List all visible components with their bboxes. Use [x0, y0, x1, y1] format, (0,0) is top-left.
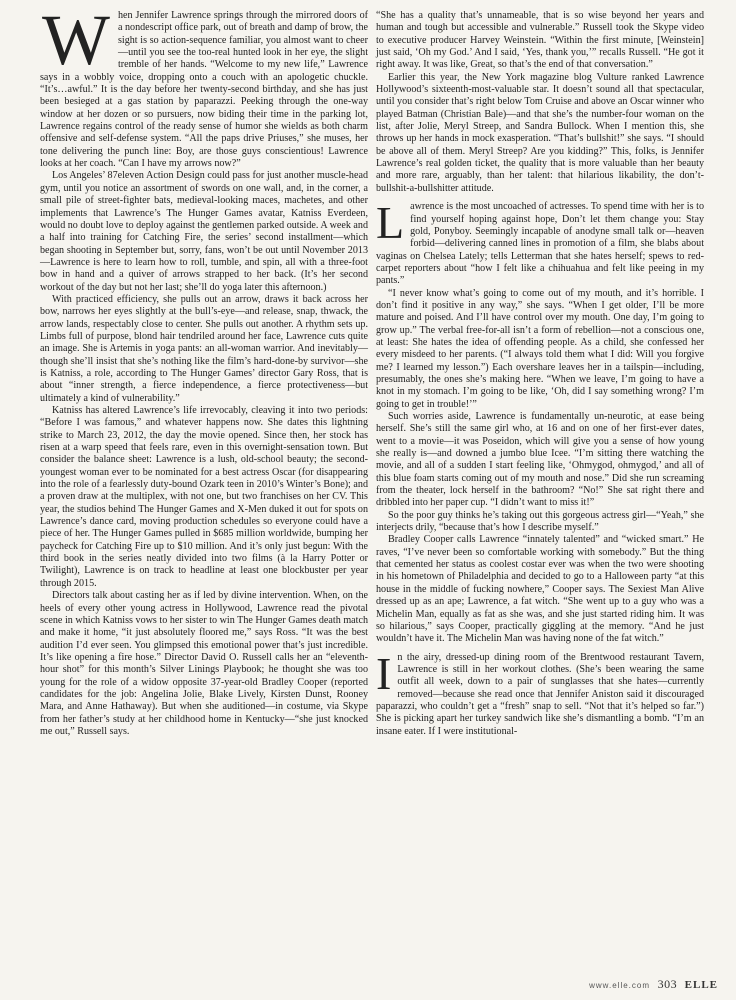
paragraph: Earlier this year, the New York magazine blog Vulture ranked Lawrence Hollywood’s sixteenth-most-valuable star. It doesn’t sound all that spectacular, until you consider that’s right below Tom Cruise and above an Oscar winner who played Batman (Christian Bale)—and that she’s the number-four woman on the list, after Jolie, Meryl Streep, and Sandra Bullock. When I mention this, she throws up her hands in mock exasperation. “That’s bullshit!” she says. “I should be above all of them. Meryl Streep? Are you kidding?” This, folks, is Jennifer Lawrence’s real golden ticket, the quality that is more valuable than her beauty and more rare, arguably, than her talent: that hilarious likability, the don’t-bullshit-a-bullshitter attitude.	[376, 71, 704, 194]
left-column	[40, 0, 368, 738]
paragraph: When Jennifer Lawrence springs through the mirrored doors of a nondescript office park, out of breath and damp of brow, the sight is so action-sequence familiar, you almost want to cheer—until you see the too-real hunted look in her eye, the slight tremble of her hands. “Welcome to my new life,” Lawrence says in a wobbly voice, dropping onto a couch with an apologetic chuckle. “It’s…awful.” It is the day before her twenty-second birthday, and she has just been besieged at a gas station by paparazzi. Peeking through the one-way window at her dozen or so pursuers, now biding their time in the parking lot, Lawrence regains control of the ready sense of humor she wields as both charm offensive and self-defense system. “All the paps drive Priuses,” she muses, her tone delivering the punch line: Boy, are those guys conscientious! Lawrence looks at her coach. “Can I have my arrows now?”	[40, 0, 368, 170]
page-folio	[589, 977, 718, 992]
paragraph: So the poor guy thinks he’s taking out this gorgeous actress girl—“Yeah,” she interjects drily, “because that’s how I describe myself.”	[376, 509, 704, 534]
magazine-brand: ELLE	[684, 979, 718, 991]
drop-cap: W	[42, 0, 110, 80]
paragraph: Directors talk about casting her as if led by divine intervention. When, on the heels of every other young actress in Hollywood, Lawrence read the pivotal scene in which Katniss vows to her sister to win The Hunger Games death match and make it home, “it just absolutely floored me,” says Ross. “It was the best audition I’d ever seen. You glimpsed this emotional power that’s just incredible. It’s like opening a fire hose.” Director David O. Russell calls her an “eleventh-hour shot” for this month’s Silver Linings Playbook; he thought she was too young for the role of a widow opposite 37-year-old Bradley Cooper (reported candidates for the job: Angelina Jolie, Blake Lively, Kirsten Dunst, Rooney Mara, and Anne Hathaway). But when she auditioned—in costume, via Skype from her father’s study at her childhood home in Kentucky—“she just knocked me out,” Russell says.	[40, 590, 368, 737]
paragraph: In the airy, dressed-up dining room of the Brentwood restaurant Tavern, Lawrence is still in her workout clothes. (She’s been wearing the same outfit all week, down to a pair of sunglasses that she hates—currently removed—because she read once that Jennifer Aniston said it discouraged paparazzi, who couldn’t get a “fresh” snap to sell. “Not that it’s helped so far.”) She is picking apart her turkey sandwich like she’s dismantling a bomb. “I’m an insane eater. If I were institutional-	[376, 647, 704, 737]
paragraph: Los Angeles’ 87eleven Action Design could pass for just another muscle-head gym, until you notice an assortment of swords on one wall, and, in the corner, a small pile of street-fighter bats, medieval-looking maces, machetes, and other implements that Lawrence’s The Hunger Games avatar, Katniss Everdeen, would no doubt love to deploy against the gentlemen parked outside. A week and a half into training for Catching Fire, the series’ second installment—which began shooting in September but, sorry, fans, won’t be out until November 2013—Lawrence is here to learn how to roll, tumble, and spin, all with a three-foot bow in hand and a quiver of arrows strapped to her back. (It’s her second workout of the day but not her last; she’ll do yoga later this afternoon.)	[40, 170, 368, 293]
paragraph: Katniss has altered Lawrence’s life irrevocably, cleaving it into two periods: “Before I was famous,” and whatever happens now. She dates this lightning strike to March 23, 2012, the day the movie opened. Since then, her stock has risen at a warp speed that feels rare, even in this overnight-sensation town. But consider the balance sheet: Lawrence is a lush, old-school beauty; the second-youngest woman ever to be nominated for a best actress Oscar (for disappearing into the role of a fearlessly duty-bound Ozark teen in 2010’s Winter’s Bone); and a proven draw at the multiplex, with not one, but two franchises on her CV. This year, the studios behind The Hunger Games and X-Men duked it out for spots on Lawrence’s dance card, moving production schedules so everyone could have a piece of her. The Hunger Games pulled in $685 million worldwide, bumping her paycheck for Catching Fire up to $10 million. And it’s only just begun: With the third book in the series neatly divided into two films (à la Harry Potter or Twilight), Lawrence is on track to headline at least one blockbuster per year through 2015.	[40, 405, 368, 589]
paragraph: Such worries aside, Lawrence is fundamentally un-neurotic, at ease being herself. She’s still the same girl who, at 16 and on one of her first-ever dates, went to a movie—it was Poseidon, which will give you a sense of how young she really is—and downed a jumbo blue Icee. “I’m sitting there watching the movie, and all of a sudden I start feeling like, ‘Ohmygod, ohmygod,’ and all of this blue foam starts coming out of my mouth and nose.” Did she run screaming from the theater, lock herself in the bathroom? “No!” She sat right there and dribbled into her paper cup. “I didn’t want to miss it!”	[376, 411, 704, 509]
right-column	[376, 10, 704, 738]
drop-cap: L	[376, 197, 405, 249]
site-url: www.elle.com	[589, 981, 651, 990]
paragraph: Lawrence is the most uncoached of actresses. To spend time with her is to find yourself hoping against hope, Don’t let them change you: Stay gold, Ponyboy. Seemingly incapable of anodyne small talk or—heaven forbid—delivering canned lines in promotion of a film, she blabs about vaginas on Chelsea Lately; tells Letterman that she hates herself; spews to red-carpet reporters about “how I felt like a chihuahua and felt like peeing in my pants.”	[376, 197, 704, 287]
drop-cap: I	[376, 647, 392, 699]
paragraph: Bradley Cooper calls Lawrence “innately talented” and “wicked smart.” He raves, “I’ve never been so comfortable working with somebody.” But the thing that cemented her status as coolest costar ever was when the two were shooting in his hometown of Philadelphia and decided to go to a Halloween party “at this house in the middle of fucking nowhere,” Cooper says. The Sexiest Man Alive dressed up as an ape; Lawrence, a fat witch. “She went up to a guy who was a Michelin Man, equally as fat as she was, and she just started riding him. It was so hilarious,” says Cooper, practically giggling at the memory. “And he just wouldn’t have it. The Michelin Man was having none of the fat witch.”	[376, 534, 704, 645]
paragraph: “I never know what’s going to come out of my mouth, and it’s horrible. I don’t find it positive in any way,” she says. “When I get older, I’ll be more mature and poised. And I’ll have control over my mouth. One day, I’m going to grow up.” The verbal free-for-all isn’t a form of rebellion—not a conscious one, at least: She hates the idea of offending people. As a child, she confessed her every misdeed to her parents. (“I always told them what I did: Will you forgive me? I learned my lesson.”) Each overshare leaves her in a tailspin—including, presumably, the ones she’s making here. “When we leave, I’m going to have a knot in my stomach. I’m going to be like, ‘Oh, did I say something wrong? I’m going to get in trouble!’”	[376, 287, 704, 410]
paragraph: With practiced efficiency, she pulls out an arrow, draws it back across her bow, narrows her eyes slightly at the bull’s-eye—and release, snap, thwack, the arrow lands, respectably close to center. She pulls out another. A rhythm sets up. Limbs full of purpose, blond hair tendriled around her face, Lawrence cuts quite an image. She is Artemis in yoga pants: an all-woman warrior. And inevitably—though she’ll insist that she’s nothing like the film’s hard-done-by survivor—she is Katniss, a role, according to The Hunger Games’ director Gary Ross, that is about “inner strength, a fierce independence, a fierce protectiveness—but ultimately a kind of vulnerability.”	[40, 293, 368, 404]
page-number: 303	[657, 977, 678, 991]
paragraph: “She has a quality that’s unnameable, that is so wise beyond her years and human and tough but accessible and vulnerable.” Russell took the Skype video to executive producer Harvey Weinstein. “Within the first minute, [Weinstein] just said, ‘Oh my God.’ And I said, ‘Yes, thank you,’” recalls Russell. “He got it right away. It was like, Great, so that’s the end of that conversation.”	[376, 10, 704, 71]
